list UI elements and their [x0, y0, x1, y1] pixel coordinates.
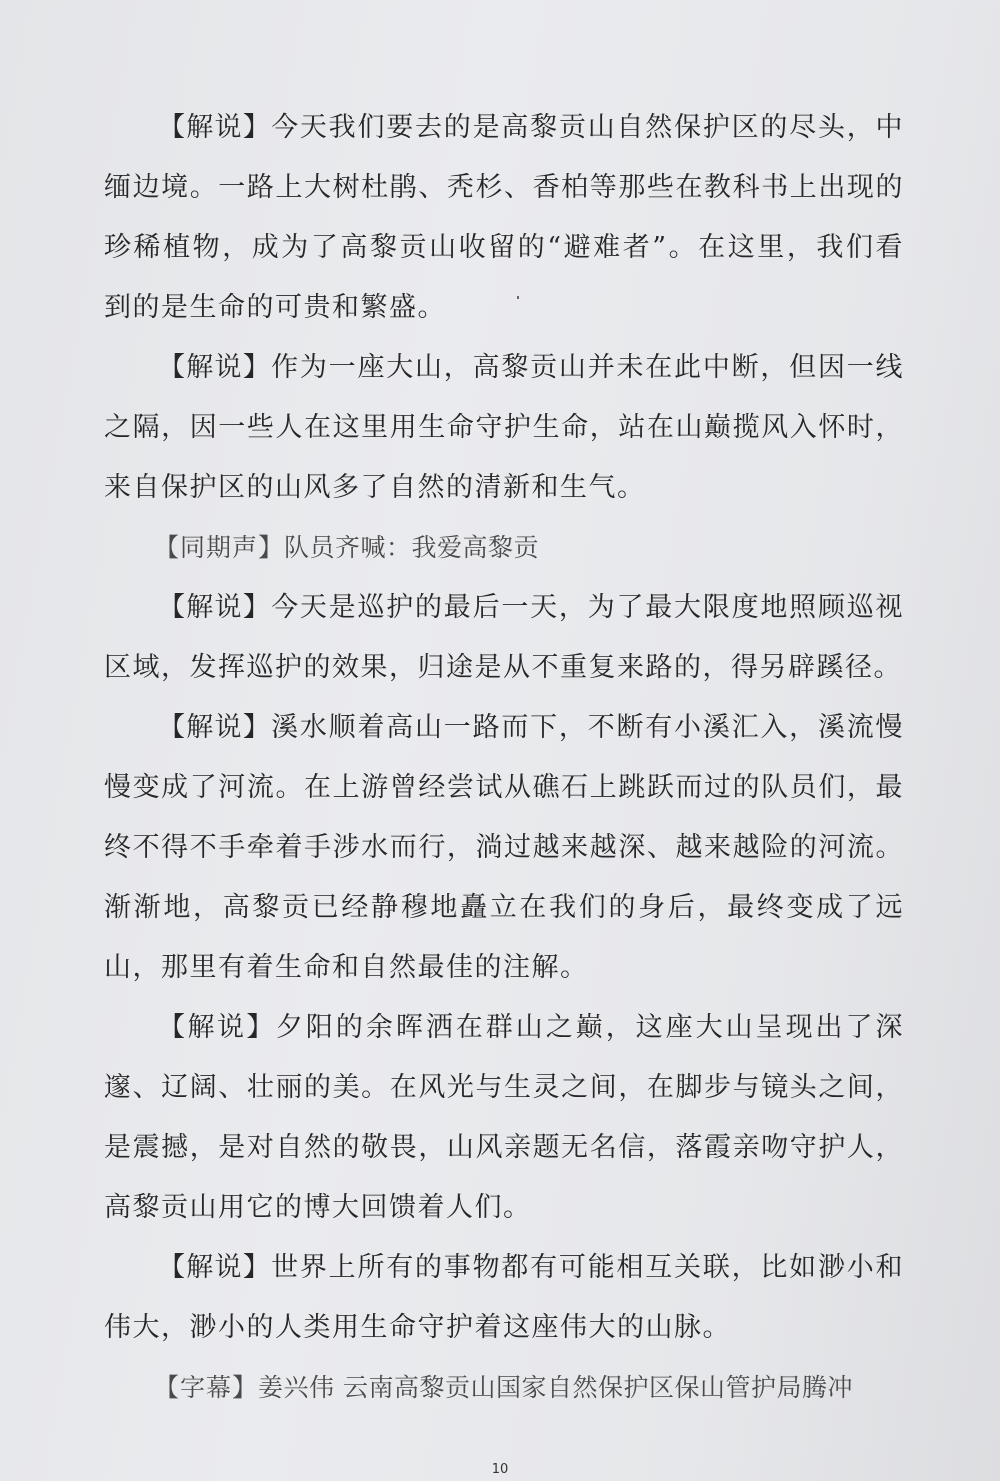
paragraph-narration-1: [104, 98, 904, 338]
paragraph-text: 今天我们要去的是高黎贡山自然保护区的尽头，中缅边境。一路上大树杜鹃、秃杉、香柏等那些在教科书上出现的珍稀植物，成为了高黎贡山收留的“避难者”。在这里，我们看到的是生命的可贵和繁盛。: [104, 112, 905, 323]
paragraph-narration-5: [104, 998, 904, 1238]
paragraph-text: 今天是巡护的最后一天，为了最大限度地照顾巡视区域，发挥巡护的效果，归途是从不重复来路的，得另辟蹊径。: [104, 592, 905, 683]
paragraph-tag: 【解说】: [158, 112, 272, 143]
paragraph-tag: 【解说】: [158, 1252, 272, 1283]
paragraph-tag: 【解说】: [158, 352, 272, 383]
paragraph-caption: [104, 1358, 904, 1418]
paragraph-text: 溪水顺着高山一路而下，不断有小溪汇入，溪流慢慢变成了河流。在上游曾经尝试从礁石上跳跃而过的队员们，最终不得不手牵着手涉水而行，淌过越来越深、越来越险的河流。渐渐地，高黎贡已经静穆地矗立在我们的身后，最终变成了远山，那里有着生命和自然最佳的注解。: [104, 712, 905, 983]
paragraph-tag: 【解说】: [158, 592, 272, 623]
paragraph-tag: 【解说】: [158, 712, 272, 743]
paragraph-text: 姜兴伟 云南高黎贡山国家自然保护区保山管护局腾冲: [258, 1373, 853, 1402]
paragraph-tag: 【同期声】: [154, 533, 285, 562]
scan-speck: [517, 296, 519, 299]
paragraph-text: 世界上所有的事物都有可能相互关联，比如渺小和伟大，渺小的人类用生命守护着这座伟大的山脉。: [104, 1252, 905, 1343]
paragraph-narration-3: [104, 578, 904, 698]
paragraph-tag: 【解说】: [158, 1012, 276, 1043]
paragraph-narration-4: [104, 698, 904, 998]
paragraph-tag: 【字幕】: [154, 1373, 259, 1402]
paragraph-narration-2: [104, 338, 904, 518]
paragraph-text: 夕阳的余晖洒在群山之巅，这座大山呈现出了深邃、辽阔、壮丽的美。在风光与生灵之间，在脚步与镜头之间，是震撼，是对自然的敬畏，山风亲题无名信，落霞亲吻守护人，高黎贡山用它的博大回馈着人们。: [104, 1012, 905, 1223]
page-number: 10: [491, 1462, 509, 1477]
paragraph-text: 队员齐喊：我爱高黎贡: [284, 533, 540, 562]
paragraph-text: 作为一座大山，高黎贡山并未在此中断，但因一线之隔，因一些人在这里用生命守护生命，站在山巅揽风入怀时，来自保护区的山风多了自然的清新和生气。: [104, 352, 905, 503]
paragraph-narration-6: [104, 1238, 904, 1358]
paragraph-sync-sound: [104, 518, 904, 578]
